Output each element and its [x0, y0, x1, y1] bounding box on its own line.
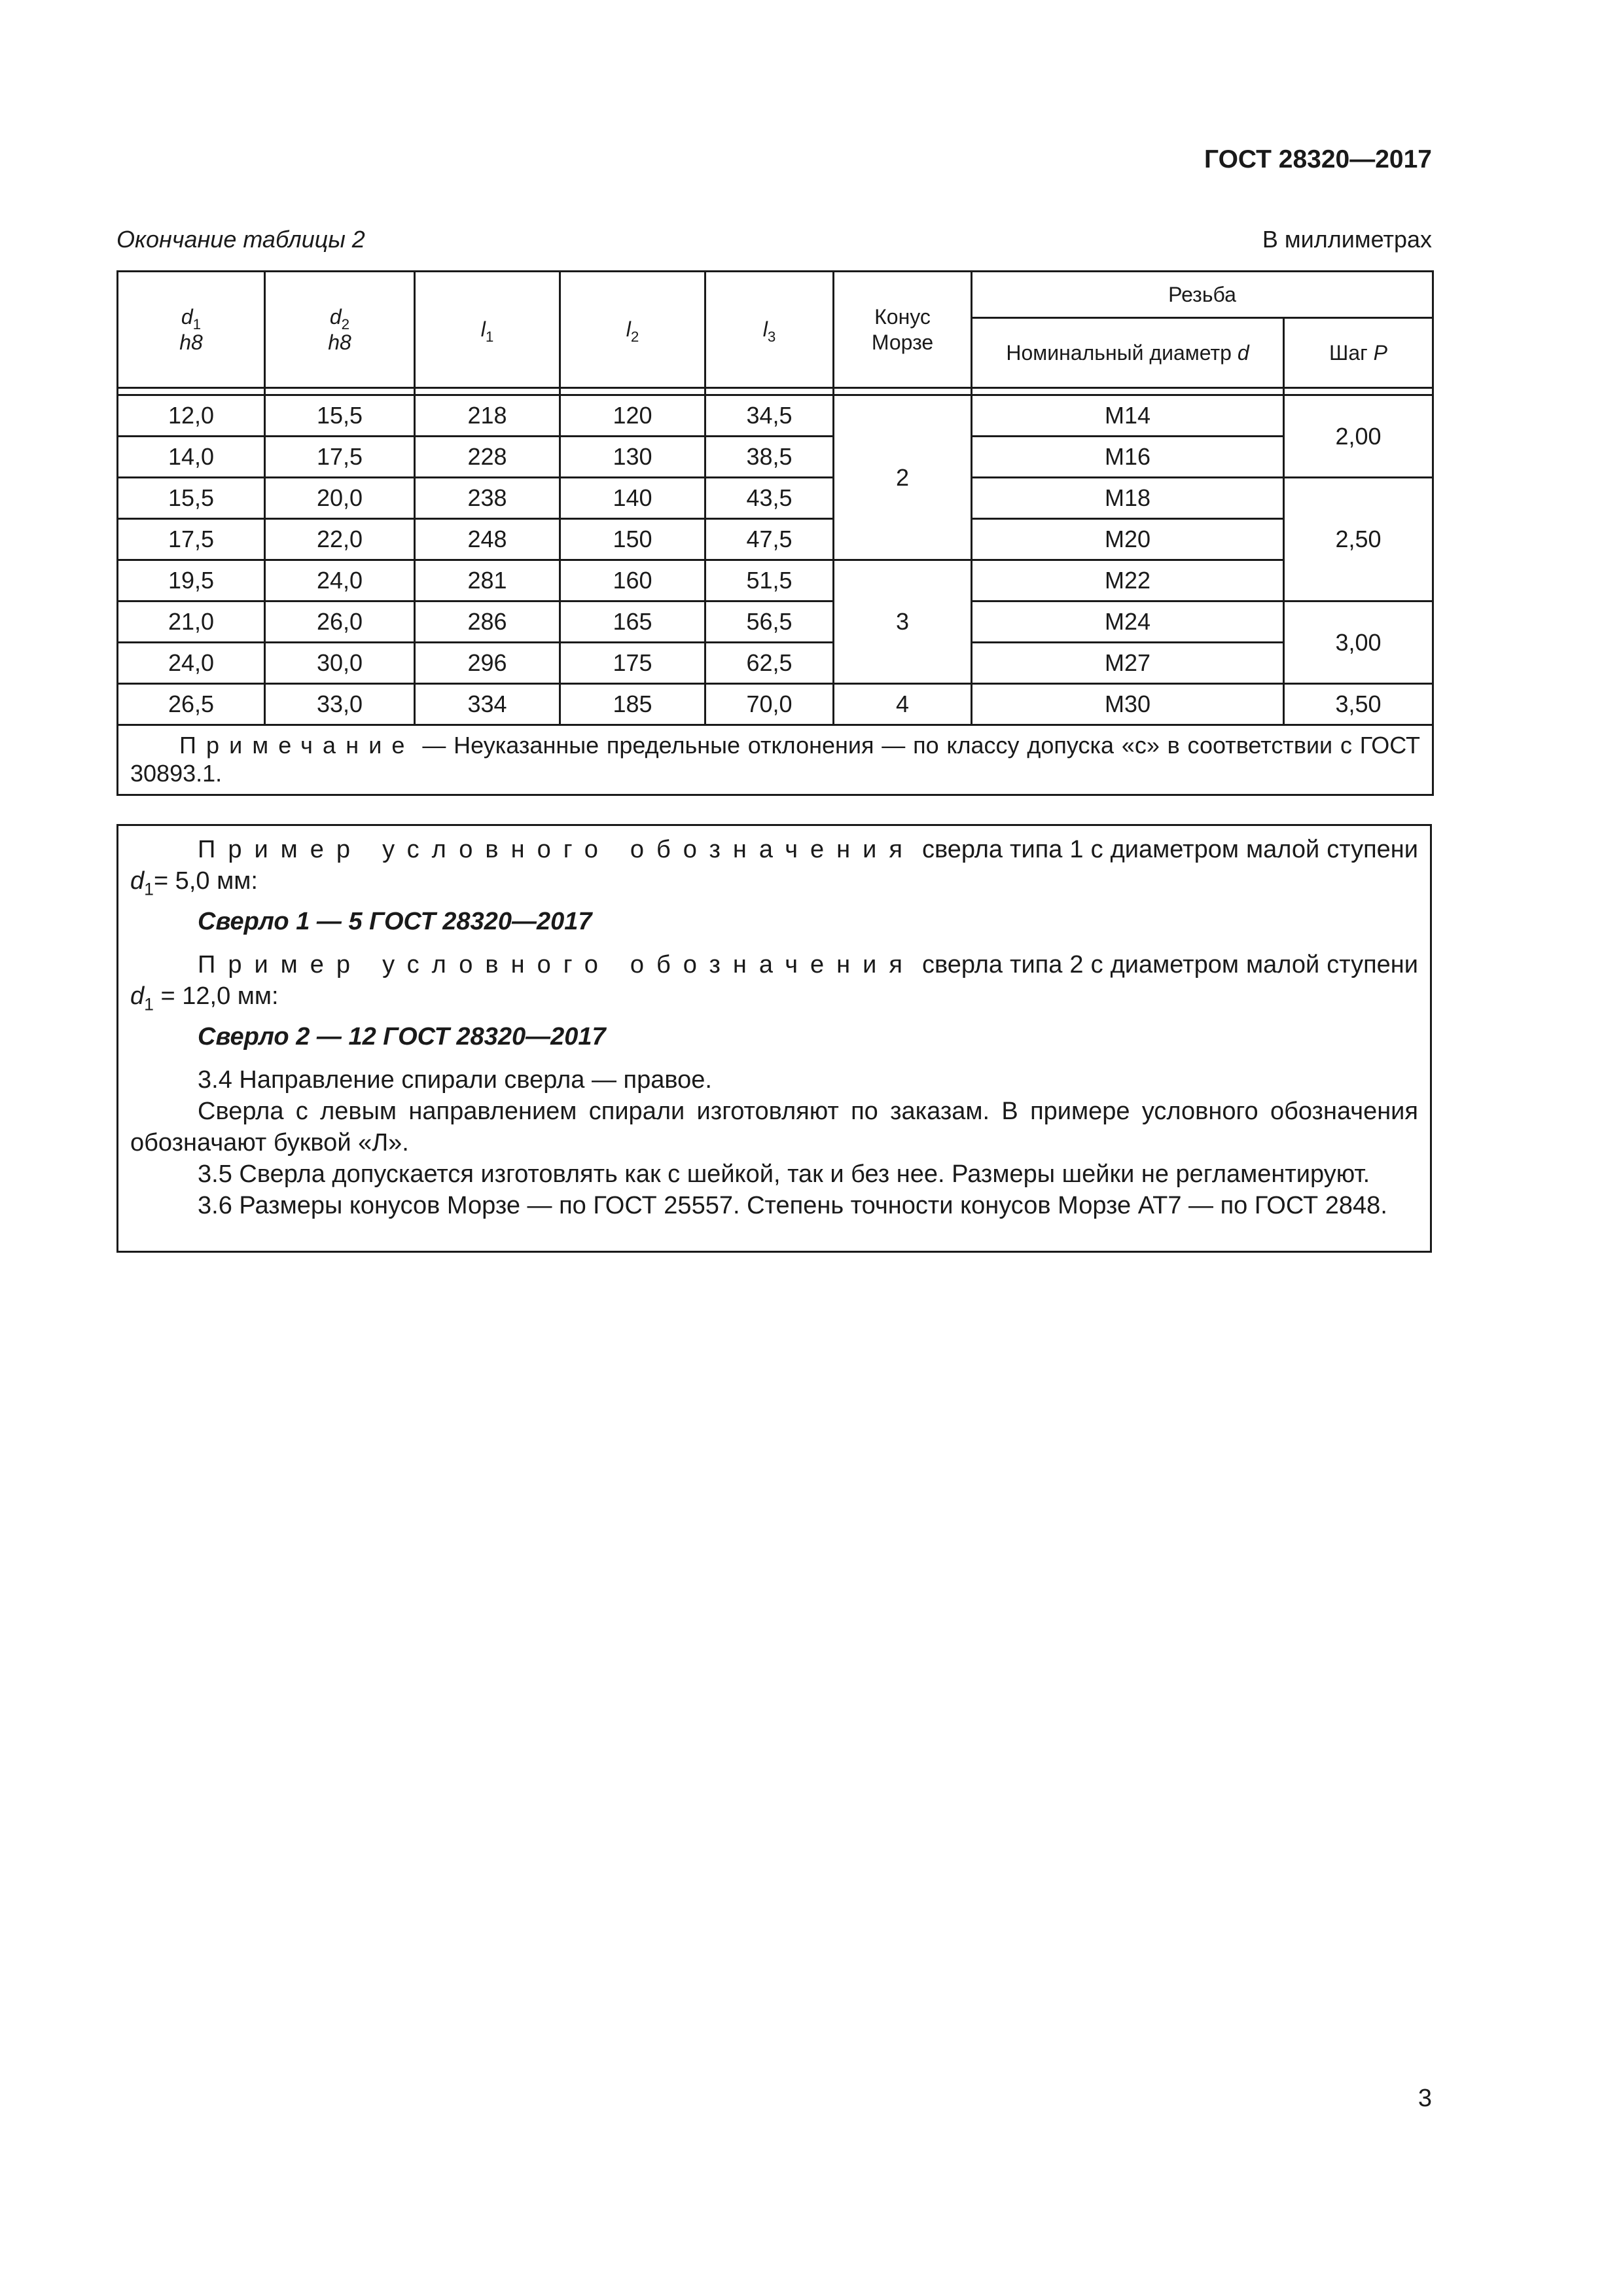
- designation-examples-box: [116, 824, 1432, 1253]
- cell-l2: 185: [560, 684, 705, 725]
- cell-d1: 17,5: [118, 519, 265, 560]
- cell-d1: 12,0: [118, 395, 265, 437]
- table-row: [118, 601, 1433, 643]
- table-row: [118, 560, 1433, 601]
- clause-3-5: 3.5 Сверла допускается изготовлять как с шейкой, так и без нее. Размеры шейки не регламентируют.: [198, 1160, 1370, 1188]
- table-row: [118, 395, 1433, 437]
- dimensions-table: [116, 270, 1434, 796]
- cell-thread: М16: [972, 437, 1284, 478]
- cell-l3: 38,5: [705, 437, 834, 478]
- cell-l1: 281: [415, 560, 560, 601]
- example-1-designation: Сверло 1 — 5 ГОСТ 28320—2017: [198, 908, 592, 935]
- cell-l3: 70,0: [705, 684, 834, 725]
- cell-d2: 15,5: [265, 395, 415, 437]
- cell-l2: 130: [560, 437, 705, 478]
- cell-d2: 17,5: [265, 437, 415, 478]
- header-pitch: Шаг P: [1284, 318, 1433, 388]
- cell-thread: М22: [972, 560, 1284, 601]
- cell-l2: 120: [560, 395, 705, 437]
- cell-l1: 228: [415, 437, 560, 478]
- cell-d1: 24,0: [118, 643, 265, 684]
- note-label: Примечание: [179, 732, 415, 759]
- cell-l1: 286: [415, 601, 560, 643]
- cell-d1: 19,5: [118, 560, 265, 601]
- cell-d2: 26,0: [265, 601, 415, 643]
- cell-d2: 30,0: [265, 643, 415, 684]
- cell-thread: М20: [972, 519, 1284, 560]
- standard-code: ГОСТ 28320—2017: [1204, 145, 1432, 173]
- cell-l2: 175: [560, 643, 705, 684]
- clause-3-4-left-spiral: Сверла с левым направлением спирали изготовляют по заказам. В примере условного обозначения обозначают буквой «Л».: [130, 1098, 1418, 1157]
- cell-d2: 20,0: [265, 478, 415, 519]
- cell-l3: 56,5: [705, 601, 834, 643]
- cell-pitch: 2,50: [1284, 478, 1433, 601]
- cell-l3: 62,5: [705, 643, 834, 684]
- units-caption: В миллиметрах: [1262, 226, 1432, 253]
- table-row: [118, 643, 1433, 684]
- cell-thread: М18: [972, 478, 1284, 519]
- header-d1: $d_1$ h8: [118, 272, 265, 388]
- cell-pitch: 3,50: [1284, 684, 1433, 725]
- header-nominal-diameter: Номинальный диаметр d: [972, 318, 1284, 388]
- header-l2: $l_2$: [560, 272, 705, 388]
- table-note-row: [118, 725, 1433, 795]
- clause-3-4: 3.4 Направление спирали сверла — правое.: [198, 1066, 712, 1094]
- header-separator: [118, 388, 1433, 395]
- cell-l3: 51,5: [705, 560, 834, 601]
- table-row: [118, 478, 1433, 519]
- table-continuation-caption: Окончание таблицы 2: [116, 226, 365, 253]
- cell-d2: 33,0: [265, 684, 415, 725]
- table-row: [118, 437, 1433, 478]
- header-l3: $l_3$: [705, 272, 834, 388]
- cell-d2: 24,0: [265, 560, 415, 601]
- header-d2: $d_2$ h8: [265, 272, 415, 388]
- cell-l3: 34,5: [705, 395, 834, 437]
- cell-pitch: 2,00: [1284, 395, 1433, 478]
- cell-l1: 218: [415, 395, 560, 437]
- cell-l2: 150: [560, 519, 705, 560]
- table-row: [118, 519, 1433, 560]
- example-1-intro: Пример условного обозначения сверла типа 1 с диаметром малой ступени $d_1= 5,0$ мм:: [130, 836, 1418, 899]
- header-l1: $l_1$: [415, 272, 560, 388]
- cell-pitch: 3,00: [1284, 601, 1433, 684]
- header-thread: Резьба: [972, 272, 1433, 318]
- cell-l1: 238: [415, 478, 560, 519]
- cell-l3: 43,5: [705, 478, 834, 519]
- page-number: 3: [1418, 2085, 1432, 2112]
- example-2-intro: Пример условного обозначения сверла типа 2 с диаметром малой ступени $d_1 = 12,0$ мм:: [130, 951, 1418, 1014]
- cell-l2: 160: [560, 560, 705, 601]
- cell-d1: 15,5: [118, 478, 265, 519]
- cell-d1: 14,0: [118, 437, 265, 478]
- cell-morse-cone: 2: [834, 395, 972, 560]
- cell-l2: 140: [560, 478, 705, 519]
- example-2-designation: Сверло 2 — 12 ГОСТ 28320—2017: [198, 1023, 606, 1050]
- note-text: — Неуказанные предельные отклонения — по классу допуска «c» в соответствии с ГОСТ 30893.1.: [130, 732, 1421, 787]
- cell-l1: 296: [415, 643, 560, 684]
- table-row: [118, 684, 1433, 725]
- cell-thread: М30: [972, 684, 1284, 725]
- cell-l1: 248: [415, 519, 560, 560]
- cell-thread: М14: [972, 395, 1284, 437]
- cell-d2: 22,0: [265, 519, 415, 560]
- cell-l3: 47,5: [705, 519, 834, 560]
- cell-l1: 334: [415, 684, 560, 725]
- table-note: [118, 725, 1433, 795]
- cell-d1: 26,5: [118, 684, 265, 725]
- header-morse-cone: Конус Морзе: [834, 272, 972, 388]
- cell-l2: 165: [560, 601, 705, 643]
- cell-morse-cone: 4: [834, 684, 972, 725]
- cell-d1: 21,0: [118, 601, 265, 643]
- cell-thread: М24: [972, 601, 1284, 643]
- cell-morse-cone: 3: [834, 560, 972, 684]
- table-caption-row: [116, 226, 1432, 253]
- cell-thread: М27: [972, 643, 1284, 684]
- clause-3-6: 3.6 Размеры конусов Морзе — по ГОСТ 25557. Степень точности конусов Морзе АТ7 — по ГОСТ 2848.: [198, 1192, 1387, 1219]
